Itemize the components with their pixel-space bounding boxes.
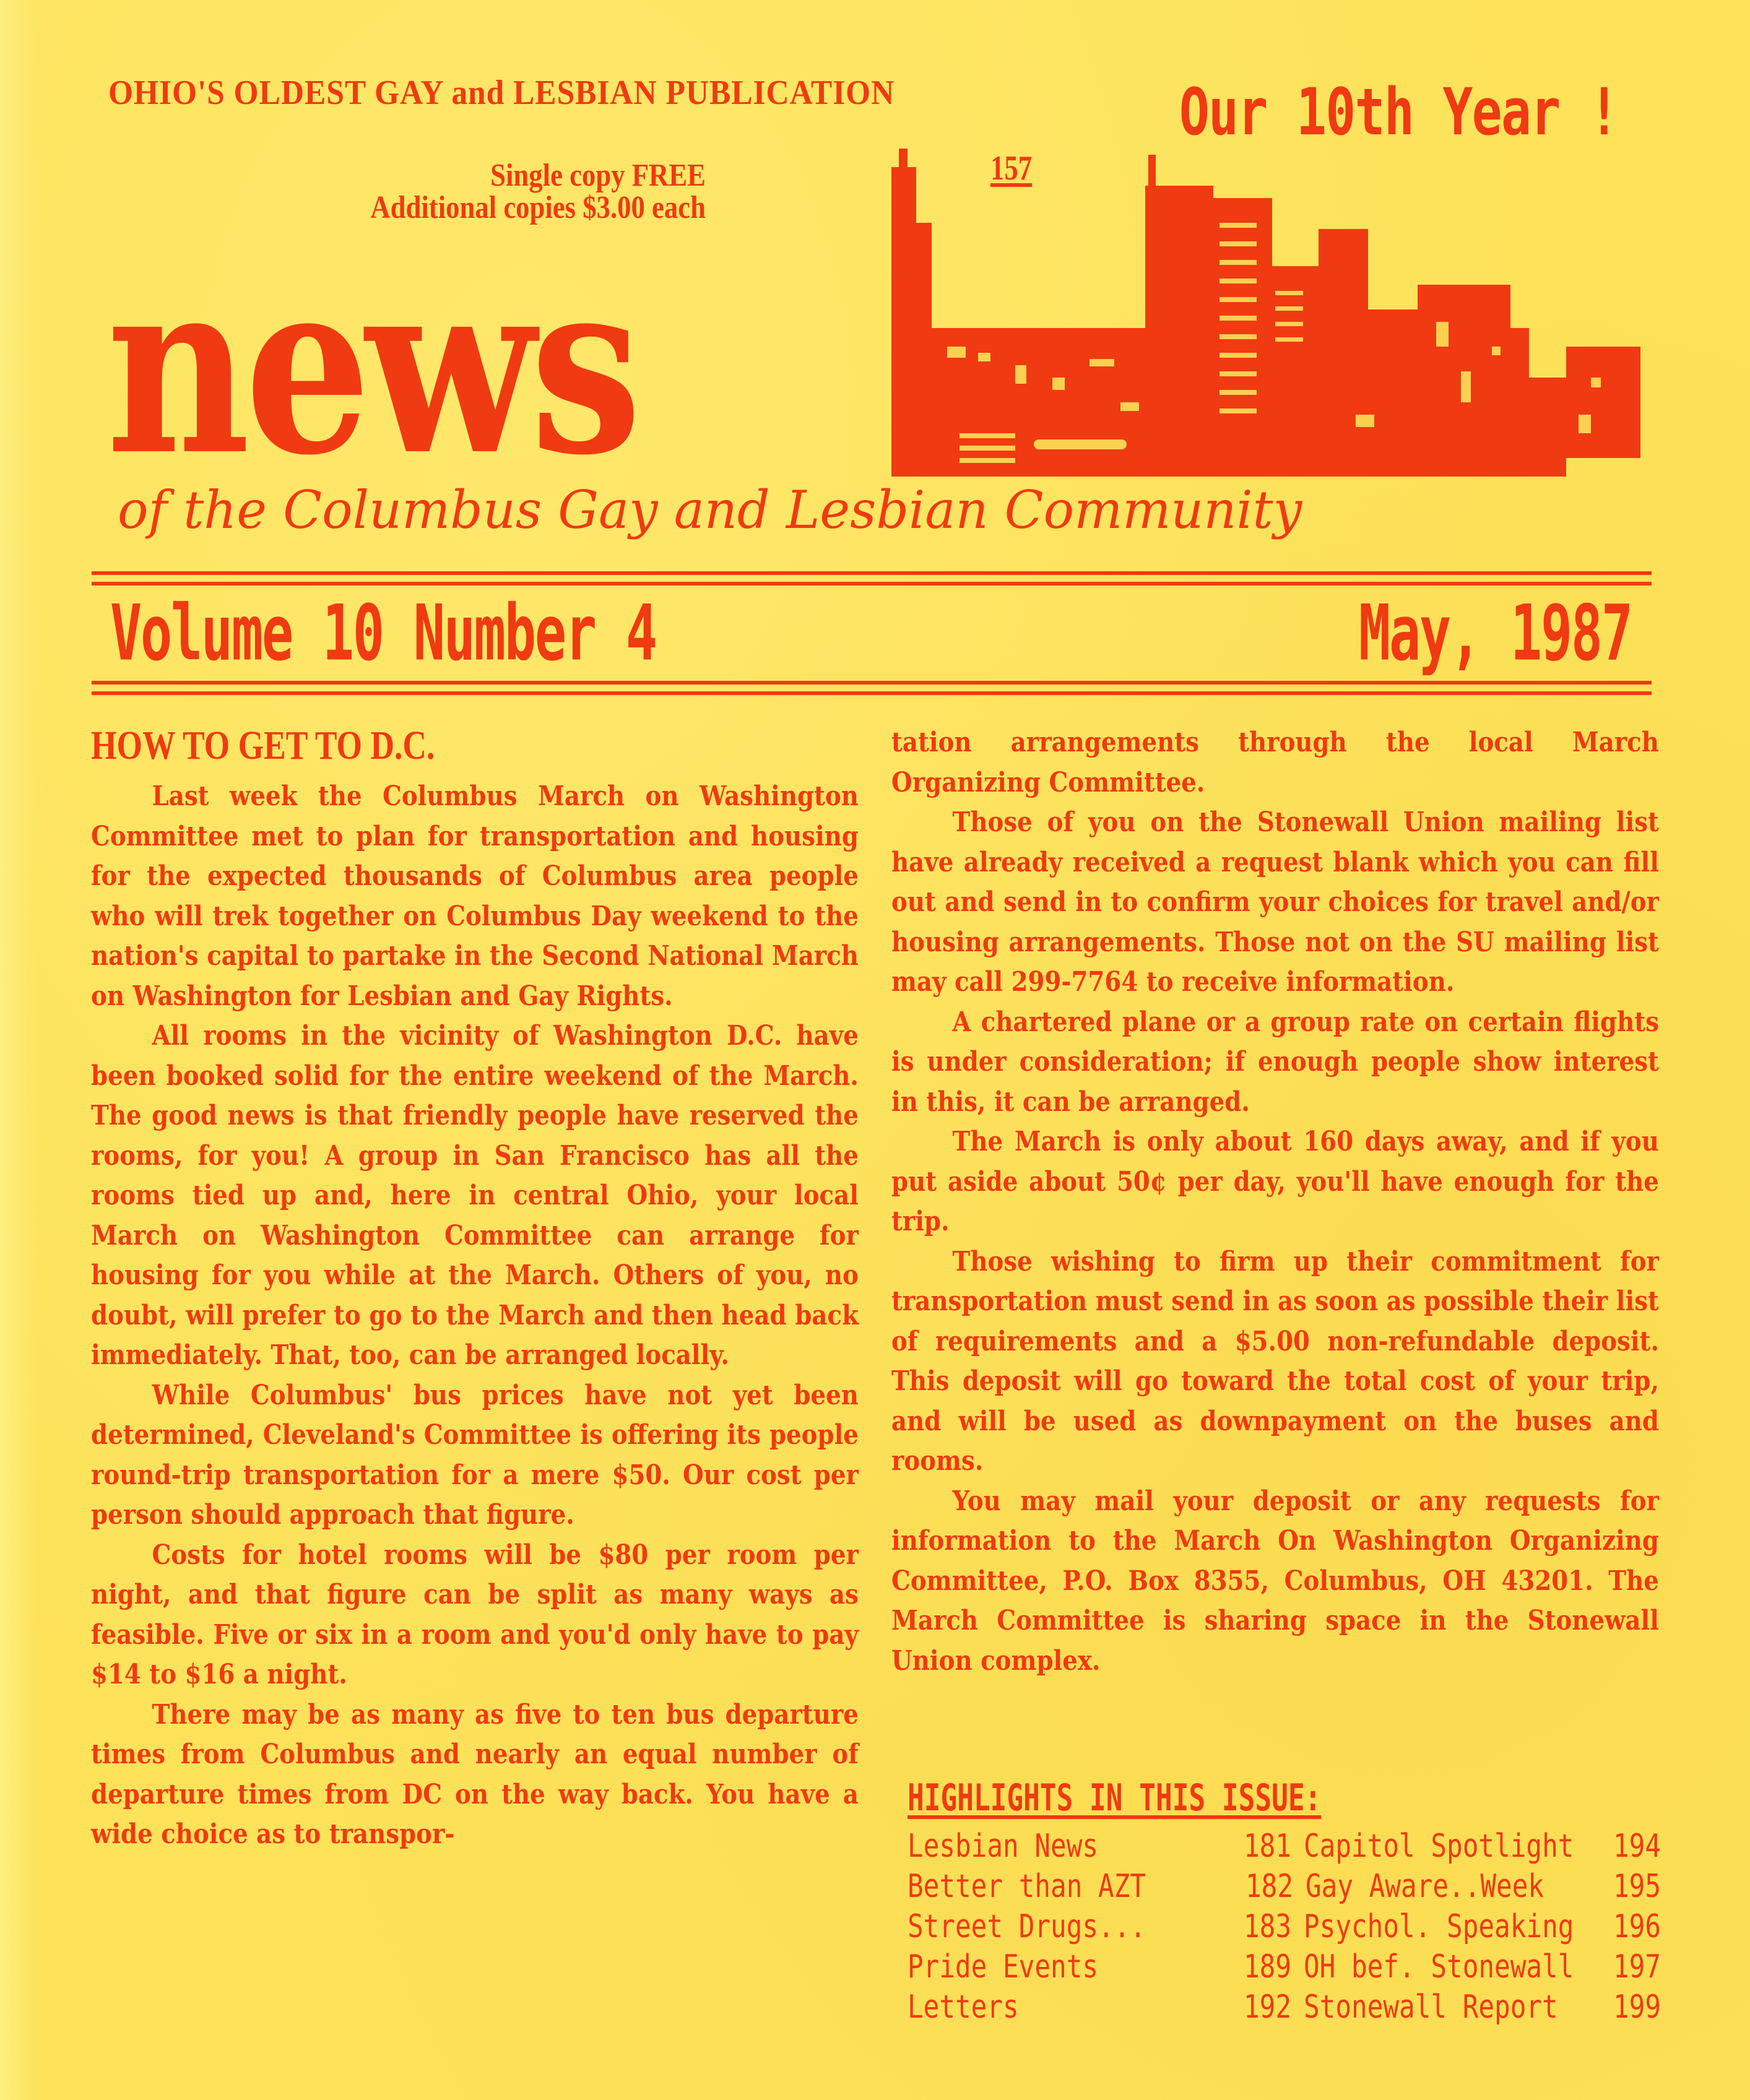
skyline-mid-tower — [1319, 229, 1368, 477]
highlight-page: 182 — [1245, 1867, 1294, 1905]
masthead-tagline: OHIO'S OLDEST GAY and LESBIAN PUBLICATION — [108, 74, 895, 112]
rule-top-1 — [92, 571, 1652, 575]
highlight-item: Better than AZT — [907, 1867, 1146, 1905]
article-paragraph: There may be as many as five to ten bus departure times from Columbus and nearly an equal number of departure times from DC on the way back. You have a wide choice as to transpor- — [91, 1698, 859, 1850]
highlight-item: Pride Events — [907, 1948, 1099, 1985]
highlight-page: 189 — [1244, 1948, 1292, 1985]
volume-number: Volume 10 Number 4 — [110, 588, 656, 678]
anniversary-banner: Our 10th Year ! — [1179, 74, 1619, 150]
article-paragraph: All rooms in the vicinity of Washington D.C. have been booked solid for the entire weekend of the March. The good news is that friendly people have reserved the rooms, for you! A group in San Francisco has all the rooms tied up and, here in central Ohio, your local March on Washington Committee can arrange for housing for you while at the March. Others of you, no doubt, will prefer to go to the March and then head back immediately. That, too, can be arranged locally. — [91, 1020, 859, 1371]
article-paragraph: You may mail your deposit or any requests for information to the March On Washington Organizing Committee, P.O. Box 8355, Columbus, OH 43201. The March Committee is sharing space in the Stonewall Union complex. — [891, 1485, 1659, 1677]
issue-number: 157 — [990, 149, 1033, 188]
article-continuation: tation arrangements through the local March Organizing Committee. — [891, 727, 1659, 798]
article-paragraph: A chartered plane or a group rate on certain flights is under consideration; if enough people show interest in this, it can be arranged. — [891, 1006, 1659, 1118]
article-paragraph: Costs for hotel rooms will be $80 per room per night, and that figure can be split as many ways as feasible. Five or six in a room and you'd only have to pay $14 to $16 a night. — [91, 1539, 859, 1690]
highlight-item: Lesbian News — [907, 1827, 1099, 1865]
article-headline: HOW TO GET TO D.C. — [91, 723, 435, 768]
highlight-row — [907, 1987, 1663, 2027]
price-note — [161, 160, 706, 224]
highlight-row — [907, 1947, 1663, 1987]
article-column-right — [891, 723, 1659, 1681]
article-paragraph: Those of you on the Stonewall Union mailing list have already received a request blank which you can fill out and send in to confirm your choices for travel and/or housing arrangements. Those not on the SU mailing list may call 299-7764 to receive information. — [891, 806, 1659, 998]
price-line-free: Single copy FREE — [490, 158, 706, 193]
rule-bottom-1 — [92, 681, 1652, 685]
masthead-logo: news — [106, 225, 637, 508]
highlight-item: Capitol Spotlight — [1304, 1827, 1574, 1865]
highlight-item: OH bef. Stonewall — [1304, 1948, 1574, 1985]
rule-bottom-2 — [92, 691, 1652, 695]
highlight-page: 196 — [1613, 1908, 1661, 1945]
highlight-row — [907, 1866, 1663, 1906]
rule-top-2 — [92, 582, 1652, 585]
highlight-page: 192 — [1244, 1988, 1292, 2026]
article-paragraph: The March is only about 160 days away, and if you put aside about 50¢ per day, you'll have enough for the trip. — [891, 1126, 1659, 1237]
highlight-item: Gay Aware..Week — [1306, 1867, 1544, 1905]
skyline-spire-tower — [891, 167, 916, 477]
highlight-row — [907, 1906, 1663, 1947]
highlight-page: 194 — [1613, 1827, 1661, 1865]
article-column-left — [91, 721, 859, 1855]
highlight-item: Stonewall Report — [1304, 1988, 1558, 2026]
highlight-row — [907, 1826, 1663, 1866]
masthead-subtitle: of the Columbus Gay and Lesbian Community — [118, 480, 1302, 540]
highlights-title: HIGHLIGHTS IN THIS ISSUE: — [907, 1776, 1322, 1820]
article-paragraph: Those wishing to firm up their commitment for transportation must send in as soon as possible their list of requirements and a $5.00 non-refundable deposit. This deposit will go toward the total cost of your trip, and will be used as downpayment on the buses and rooms. — [891, 1245, 1659, 1477]
highlight-item: Street Drugs... — [907, 1908, 1146, 1945]
highlight-page: 197 — [1613, 1948, 1661, 1985]
highlight-item: Letters — [907, 1988, 1019, 2026]
highlight-page: 181 — [1244, 1827, 1292, 1865]
highlight-page: 195 — [1613, 1867, 1661, 1905]
issue-date: May, 1987 — [1359, 588, 1632, 678]
highlight-page: 199 — [1613, 1988, 1661, 2026]
skyline-main-tower — [1145, 186, 1213, 477]
article-paragraph: While Columbus' bus prices have not yet been determined, Cleveland's Committee is offering its people round-trip transportation for a mere $50. Our cost per person should approach that figure. — [91, 1379, 859, 1531]
price-line-additional: Additional copies $3.00 each — [370, 190, 706, 225]
highlight-page: 183 — [1244, 1908, 1292, 1945]
article-paragraph: Last week the Columbus March on Washington Committee met to plan for transportation and housing for the expected thousands of Columbus area people who will trek together on Columbus Day weekend to the nation's capital to partake in the Second National March on Washington for Lesbian and Gay Rights. — [91, 780, 859, 1012]
highlight-item: Psychol. Speaking — [1304, 1908, 1574, 1945]
city-skyline-icon — [885, 142, 1647, 477]
highlights-box — [907, 1776, 1663, 2027]
